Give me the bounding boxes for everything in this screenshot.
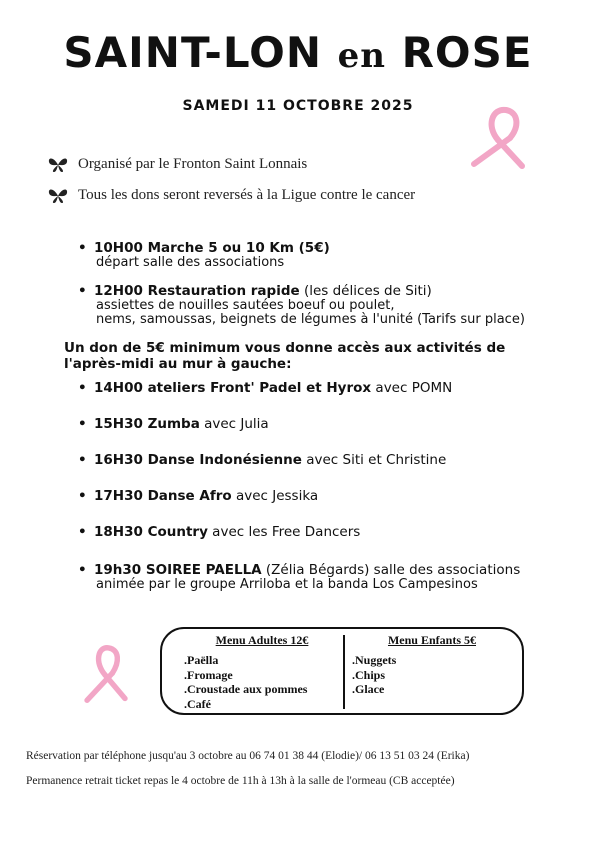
program-item <box>78 283 525 327</box>
info-organiser <box>48 156 307 173</box>
menu-adults-title: Menu Adultes 12€ <box>215 633 309 647</box>
program-item <box>78 524 361 540</box>
bullet: • <box>78 240 87 256</box>
program-time-title: 17H30 Danse Afro <box>94 488 232 504</box>
program-detail: avec les Free Dancers <box>207 524 361 540</box>
program-item <box>78 452 447 468</box>
menu-item: .Glace <box>352 682 385 696</box>
program-detail: (les délices de Siti) <box>299 283 432 299</box>
program-sub: nems, samoussas, beignets de légumes à l'unité (Tarifs sur place) <box>96 312 525 327</box>
program-detail: (Zélia Bégards) salle des associations <box>261 562 521 578</box>
bullet: • <box>78 452 87 468</box>
menu-item: .Café <box>184 696 211 711</box>
program-item <box>78 562 521 592</box>
butterfly-icon <box>48 188 68 204</box>
butterfly-icon <box>48 157 68 173</box>
bullet: • <box>78 562 87 578</box>
program-time-title: 18H30 Country <box>94 524 208 540</box>
program-time-title: 19h30 SOIREE PAELLA <box>94 562 262 578</box>
info-text: Tous les dons seront reversés à la Ligue contre le cancer <box>78 187 416 203</box>
program-time-title: 15H30 Zumba <box>94 416 200 432</box>
title-main: SAINT-LON <box>63 28 322 77</box>
program-item <box>78 488 319 504</box>
menu-children-title: Menu Enfants 5€ <box>387 633 476 647</box>
menu-divider <box>343 635 345 709</box>
menu-item: .Nuggets <box>352 653 397 667</box>
title-rose: ROSE <box>401 28 533 77</box>
program-detail: avec Julia <box>199 416 269 432</box>
info-donations <box>48 187 415 204</box>
program-sub: assiettes de nouilles sautées boeuf ou poulet, <box>96 298 395 313</box>
menu-item: .Paëlla <box>184 653 219 667</box>
bullet: • <box>78 283 87 299</box>
bullet: • <box>78 524 87 540</box>
program-item <box>78 416 269 432</box>
bullet: • <box>78 416 87 432</box>
menu-children <box>352 633 512 697</box>
program-time-title: 12H00 Restauration rapide <box>94 283 300 299</box>
program-sub: départ salle des associations <box>96 255 285 270</box>
title-en: en <box>337 36 386 76</box>
program-item <box>78 380 453 396</box>
footer-pickup: Permanence retrait ticket repas le 4 octobre de 11h à 13h à la salle de l'ormeau (CB acceptée) <box>26 775 455 787</box>
page-title <box>0 28 596 77</box>
info-text: Organisé par le Fronton Saint Lonnais <box>78 156 308 172</box>
menu-item: .Croustade aux pommes <box>184 682 308 696</box>
footer-reservation: Réservation par téléphone jusqu'au 3 octobre au 06 74 01 38 44 (Elodie)/ 06 13 51 03 24 (Erika) <box>26 750 470 762</box>
pink-ribbon-icon <box>78 642 134 708</box>
pink-ribbon-icon <box>466 104 528 176</box>
program-time-title: 16H30 Danse Indonésienne <box>94 452 302 468</box>
program-detail: avec Siti et Christine <box>301 452 447 468</box>
program-time-title: 14H00 ateliers Front' Padel et Hyrox <box>94 380 372 396</box>
menu-item: .Chips <box>352 667 386 682</box>
menu-box <box>160 627 524 715</box>
bullet: • <box>78 488 87 504</box>
menu-item: .Fromage <box>184 667 233 682</box>
program-detail: avec Jessika <box>231 488 319 504</box>
donation-note: Un don de 5€ minimum vous donne accès aux activités de l'après-midi au mur à gauche: <box>64 340 506 372</box>
program-item <box>78 240 330 270</box>
program-detail: avec POMN <box>371 380 453 396</box>
program-time-title: 10H00 Marche 5 ou 10 Km (5€) <box>94 240 330 256</box>
bullet: • <box>78 380 87 396</box>
menu-adults <box>184 633 340 711</box>
program-sub: animée par le groupe Arriloba et la banda Los Campesinos <box>96 577 478 592</box>
event-date: SAMEDI 11 OCTOBRE 2025 <box>182 98 414 114</box>
